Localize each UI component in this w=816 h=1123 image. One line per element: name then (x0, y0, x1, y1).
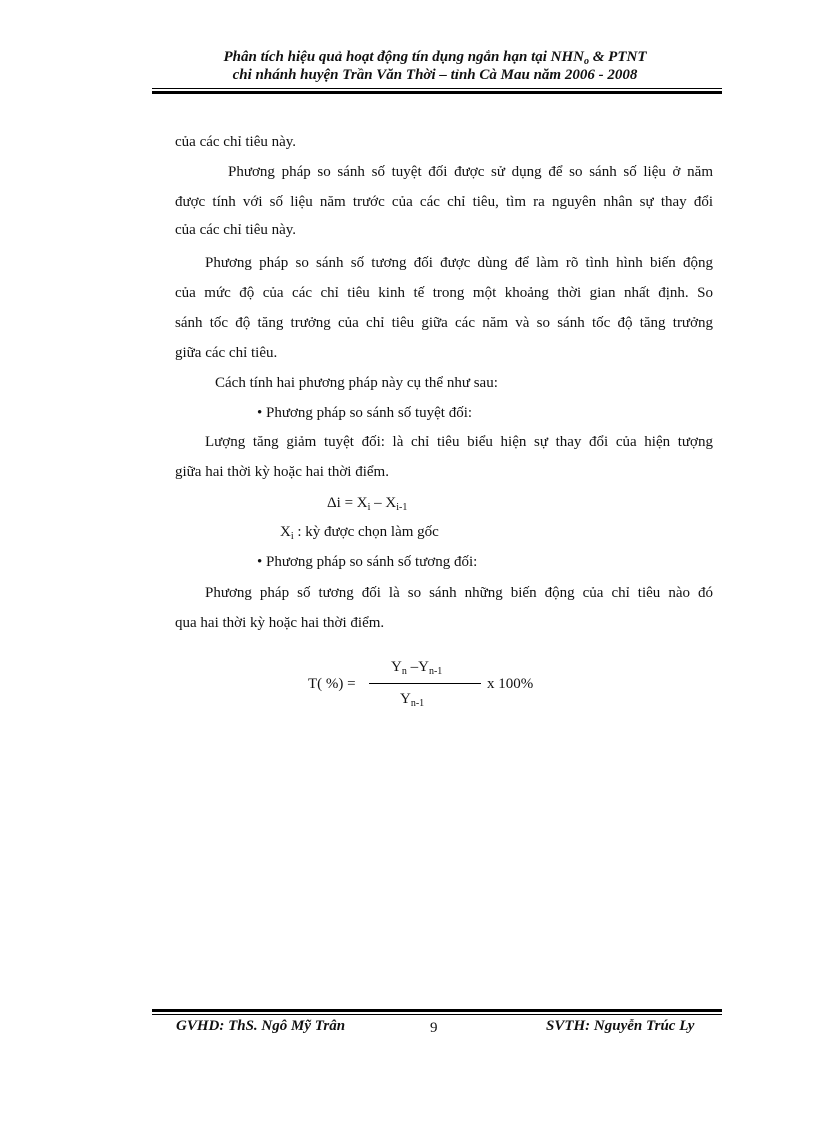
header-title-line1: Phân tích hiệu quả hoạt động tín dụng ngắn hạn tại $NHN_o$ & PTNT (223, 49, 647, 67)
formula-relative-lhs: T( %) = (308, 676, 356, 692)
formula-absolute-change: $\Delta i = X_i - X_{i-1}$ (327, 495, 408, 513)
paragraph-relative-line1: Phương pháp so sánh số tương đối được dùng để làm rõ tình hình biến động (205, 255, 713, 271)
paragraph-relative-line2: của mức độ của các chỉ tiêu kinh tế trong một khoảng thời gian nhất định. So (175, 285, 713, 301)
formula-relative-denominator: $Y_{n-1}$ (400, 691, 425, 709)
paragraph-absolute-line3: của các chỉ tiêu này. (175, 222, 297, 238)
footer-rule-thick (152, 1009, 722, 1012)
header-rule-thick (152, 91, 722, 94)
paragraph-continuation: của các chỉ tiêu này. (175, 134, 297, 150)
paragraph-relative-line3: sánh tốc độ tăng trưởng của chỉ tiêu giữa các năm và so sánh tốc độ tăng trưởng (175, 315, 713, 331)
bullet-relative-method: • Phương pháp so sánh số tương đối: (257, 554, 478, 570)
bullet-absolute-method: • Phương pháp so sánh số tuyệt đối: (257, 405, 473, 421)
footer-rule-thin (152, 1014, 722, 1015)
page-number: 9 (430, 1020, 438, 1036)
formula-fraction-bar (369, 683, 481, 684)
footer-student: SVTH: Nguyễn Trúc Ly (546, 1018, 695, 1034)
paragraph-absolute-line1: Phương pháp so sánh số tuyệt đối được sử dụng để so sánh số liệu ở năm (228, 164, 713, 180)
paragraph-relative-def-line1: Phương pháp số tương đối là so sánh những biến động của chỉ tiêu nào đó (205, 585, 713, 601)
footer-advisor: GVHD: ThS. Ngô Mỹ Trân (176, 1018, 346, 1034)
header-title-line2: chi nhánh huyện Trần Văn Thời – tỉnh Cà Mau năm 2006 - 2008 (232, 67, 638, 83)
formula-base-period-note: $X_i$ : kỳ được chọn làm gốc (280, 524, 439, 542)
header-rule-thin (152, 88, 722, 89)
paragraph-relative-def-line2: qua hai thời kỳ hoặc hai thời điểm. (175, 615, 385, 631)
paragraph-absolute-change-line1: Lượng tăng giảm tuyệt đối: là chỉ tiêu biểu hiện sự thay đổi của hiện tượng (205, 434, 713, 450)
paragraph-calc-intro: Cách tính hai phương pháp này cụ thể như sau: (215, 375, 498, 391)
paragraph-absolute-line2: được tính với số liệu năm trước của các chỉ tiêu, tìm ra nguyên nhân sự thay đổi (175, 194, 713, 210)
paragraph-relative-line4: giữa các chỉ tiêu. (175, 345, 278, 361)
formula-relative-numerator: $Y_n$ $-Y_{n-1}$ (391, 659, 443, 677)
paragraph-absolute-change-line2: giữa hai thời kỳ hoặc hai thời điểm. (175, 464, 389, 480)
formula-relative-rhs: x 100% (487, 676, 534, 692)
